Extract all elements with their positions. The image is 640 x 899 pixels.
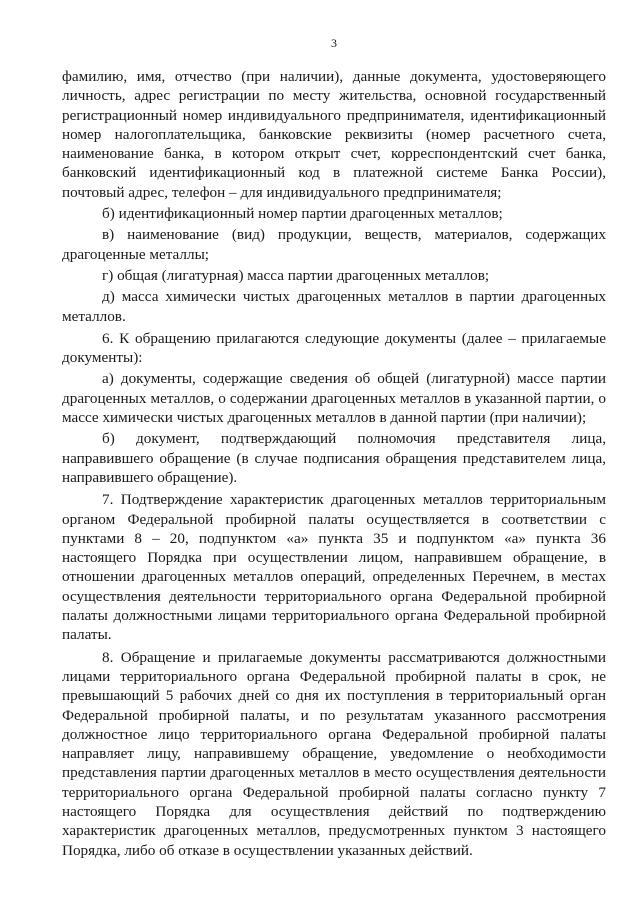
page-number: 3	[331, 36, 337, 50]
paragraph-clause-8: 8. Обращение и прилагаемые документы рассматриваются должностными лицами территориального органа Федеральной пробирной палаты в срок, не превышающий 5 рабочих дней со дня их поступления в территориальный орган Федеральной пробирной палаты, и по результатам указанного рассмотрения должностное лицо территориального органа Федеральной пробирной палаты направляет лицу, направившему обращение, уведомление о необходимости представления партии драгоценных металлов в место осуществления деятельности территориального органа Федеральной пробирной палаты согласно пункту 7 настоящего Порядка для осуществления действий по подтверждению характеристик драгоценных металлов, предусмотренных пунктом 3 настоящего Порядка, либо об отказе в осуществлении указанных действий.	[62, 648, 606, 859]
paragraph-clause-6: 6. К обращению прилагаются следующие документы (далее – прилагаемые документы):	[62, 329, 606, 367]
paragraph-clause-6-item-a: а) документы, содержащие сведения об общей (лигатурной) массе партии драгоценных металлов, о содержании драгоценных металлов в указанной партии, о массе химически чистых драгоценных металлов в данной партии (при наличии);	[62, 370, 606, 427]
paragraph-item-v-product-name: в) наименование (вид) продукции, веществ, материалов, содержащих драгоценные металлы;	[62, 226, 606, 263]
paragraph-applicant-details: фамилию, имя, отчество (при наличии), данные документа, удостоверяющего личность, адрес регистрации по месту жительства, основной государственный регистрационный номер индивидуального предпринимателя, идентификационный номер налогоплательщика, банковские реквизиты (номер расчетного счета, наименование банка, в котором открыт счет, корреспондентский счет банка, банковский идентификационный код в платежной системе Банка России), почтовый адрес, телефон – для индивидуального предпринимателя;	[62, 68, 606, 201]
paragraph-clause-7: 7. Подтверждение характеристик драгоценных металлов территориальным органом Федеральной пробирной палаты осуществляется в соответствии с пунктами 8 – 20, подпунктом «а» пункта 35 и подпунктом «а» пункта 36 настоящего Порядка при осуществлении лицом, направившем обращение, в отношении драгоценных металлов операций, определенных Перечнем, в местах осуществления деятельности территориального органа Федеральной пробирной палаты должностными лицами территориального органа Федеральной пробирной палаты.	[62, 491, 606, 644]
paragraph-item-d-pure-mass: д) масса химически чистых драгоценных металлов в партии драгоценных металлов.	[62, 288, 606, 325]
paragraph-clause-6-item-b: б) документ, подтверждающий полномочия представителя лица, направившего обращение (в случае подписания обращения представителем лица, направившего обращение).	[62, 430, 606, 486]
paragraph-item-b-batch-id: б) идентификационный номер партии драгоценных металлов;	[102, 205, 503, 223]
paragraph-item-g-total-mass: г) общая (лигатурная) масса партии драгоценных металлов;	[102, 266, 490, 284]
